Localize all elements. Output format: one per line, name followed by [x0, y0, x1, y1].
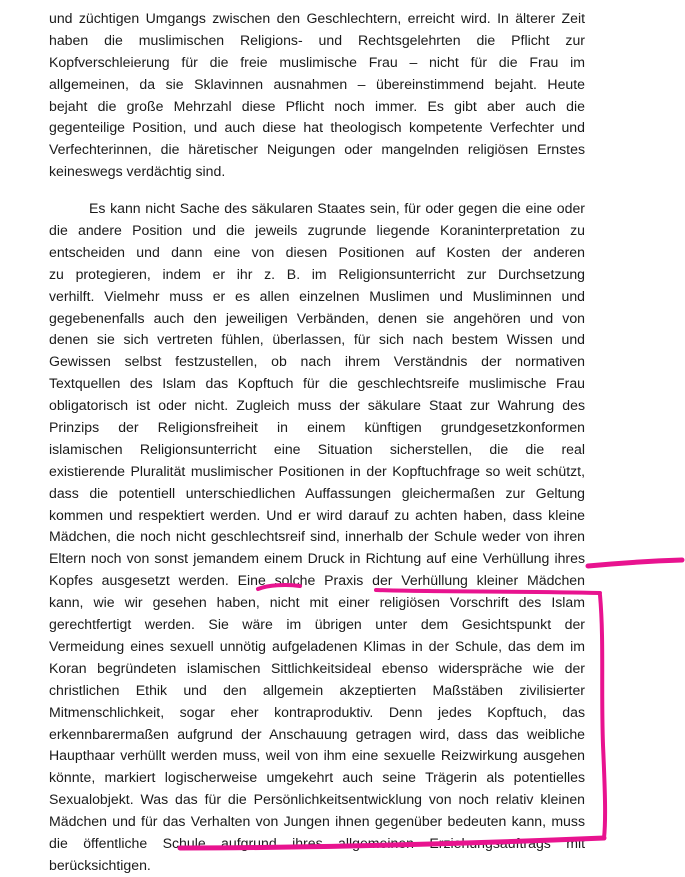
annotation-bracket-right — [600, 595, 605, 838]
text-line: gegenteilige Position, und auch diese hat theologisch kompetente Verfechter und — [49, 119, 585, 136]
text-line: Mitmenschlichkeit, sogar eher kontraproduktiv. Denn jedes Kopftuch, das — [49, 703, 585, 720]
text-line: christlichen Ethik und den allgemein akzeptierten Maßstäben zivilisierter — [49, 681, 585, 698]
text-line: verhilft. Vielmehr muss er es allen einzelnen Muslimen und Musliminnen und — [49, 287, 585, 304]
paragraph-gap — [49, 183, 585, 198]
text-line: gerechtfertigt werden. Sie wäre im übrigen unter dem Gesichtspunkt der — [49, 616, 585, 633]
document-page — [49, 8, 585, 877]
text-line: die öffentliche Schule aufgrund ihres allgemeinen Erziehungsauftrags mit — [49, 834, 585, 851]
text-line: Koran begründeten islamischen Sittlichkeitsideal ebenso widerspräche wie der — [49, 659, 585, 676]
text-line: Haupthaar verhüllt werden muss, weil von ihm eine sexuelle Reizwirkung ausgehen — [49, 747, 585, 764]
text-line: Gewissen selbst festzustellen, ob nach ihrem Verständnis der normativen — [49, 353, 585, 370]
text-line: Textquellen des Islam das Kopftuch für die geschlechtsreife muslimische Frau — [49, 375, 585, 392]
text-line: Verfechterinnen, die häretischer Neigungen oder mangelnden religiösen Ernstes — [49, 141, 585, 158]
text-line: erkennbarermaßen aufgrund der Anschauung getragen wird, dass das weibliche — [49, 725, 585, 742]
text-line: Eltern noch von sonst jemandem einem Druck in Richtung auf eine Verhüllung ihres — [49, 550, 585, 567]
text-line: keineswegs verdächtig sind. — [49, 163, 226, 180]
text-line: kann, wie wir gesehen haben, nicht mit einer religiösen Vorschrift des Islam — [49, 594, 585, 611]
text-line: Vermeidung eines sexuell unnötig aufgeladenen Klimas in der Schule, das dem im — [49, 637, 585, 654]
text-line: allgemeinen, da sie Sklavinnen ausnahmen – übereinstimmend bejaht. Heute — [49, 75, 585, 92]
text-line: obligatorisch ist oder nicht. Zugleich muss der säkulare Staat zur Wahrung des — [49, 397, 585, 414]
text-line: berücksichtigen. — [49, 856, 151, 873]
text-line: Sexualobjekt. Was das für die Persönlichkeitsentwicklung von noch relativ kleinen — [49, 791, 585, 808]
text-line: zu protegieren, indem er ihr z. B. im Religionsunterricht zur Durchsetzung — [49, 265, 585, 282]
text-line: Es kann nicht Sache des säkularen Staates sein, für oder gegen die eine oder — [89, 200, 585, 217]
text-line: die andere Position und die jeweils zugrunde liegende Koraninterpretation zu — [49, 222, 585, 239]
text-line: dass die potentiell unterschiedlichen Auffassungen gleichermaßen zur Geltung — [49, 484, 585, 501]
text-line: und züchtigen Umgangs zwischen den Geschlechtern, erreicht wird. In älterer Zeit — [49, 10, 585, 26]
text-line: könnte, markiert logischerweise umgekehrt auch seine Trägerin als potentielles — [49, 769, 585, 786]
text-line: Prinzips der Religionsfreiheit in einem künftigen grundgesetzkonformen — [49, 419, 585, 436]
text-line: Kopfes ausgesetzt werden. Eine solche Praxis der Verhüllung kleiner Mädchen — [49, 572, 585, 589]
text-line: denen sie sich vertreten fühlen, überlassen, für sich nach bestem Wissen und — [49, 331, 585, 348]
text-line: Mädchen und für das Verhalten von Jungen ihnen gegenüber bedeuten kann, muss — [49, 813, 585, 830]
text-line: islamischen Religionsunterricht eine Situation sicherstellen, die die real — [49, 440, 585, 457]
text-line: bejaht die große Mehrzahl diese Pflicht noch immer. Es gibt aber auch die — [49, 97, 585, 114]
text-line: gegebenenfalls auch den jeweiligen Verbänden, denen sie angehören und von — [49, 309, 585, 326]
text-line: haben die muslimischen Religions- und Rechtsgelehrten die Pflicht zur — [49, 31, 585, 48]
text-line: Mädchen, die noch nicht geschlechtsreif sind, innerhalb der Schule weder von ihren — [49, 528, 585, 545]
paragraph-2 — [49, 198, 585, 877]
text-line: entscheiden und dann eine von diesen Positionen auf Kosten der anderen — [49, 243, 585, 260]
annotation-underline-top — [588, 560, 682, 566]
text-line: existierende Pluralität muslimischer Positionen in der Kopftuchfrage so weit schützt, — [49, 462, 585, 479]
text-line: Kopfverschleierung für die freie muslimische Frau – nicht für die Frau im — [49, 53, 585, 70]
paragraph-1 — [49, 8, 585, 183]
text-line: kommen und respektiert werden. Und er wird darauf zu achten haben, dass kleine — [49, 506, 585, 523]
